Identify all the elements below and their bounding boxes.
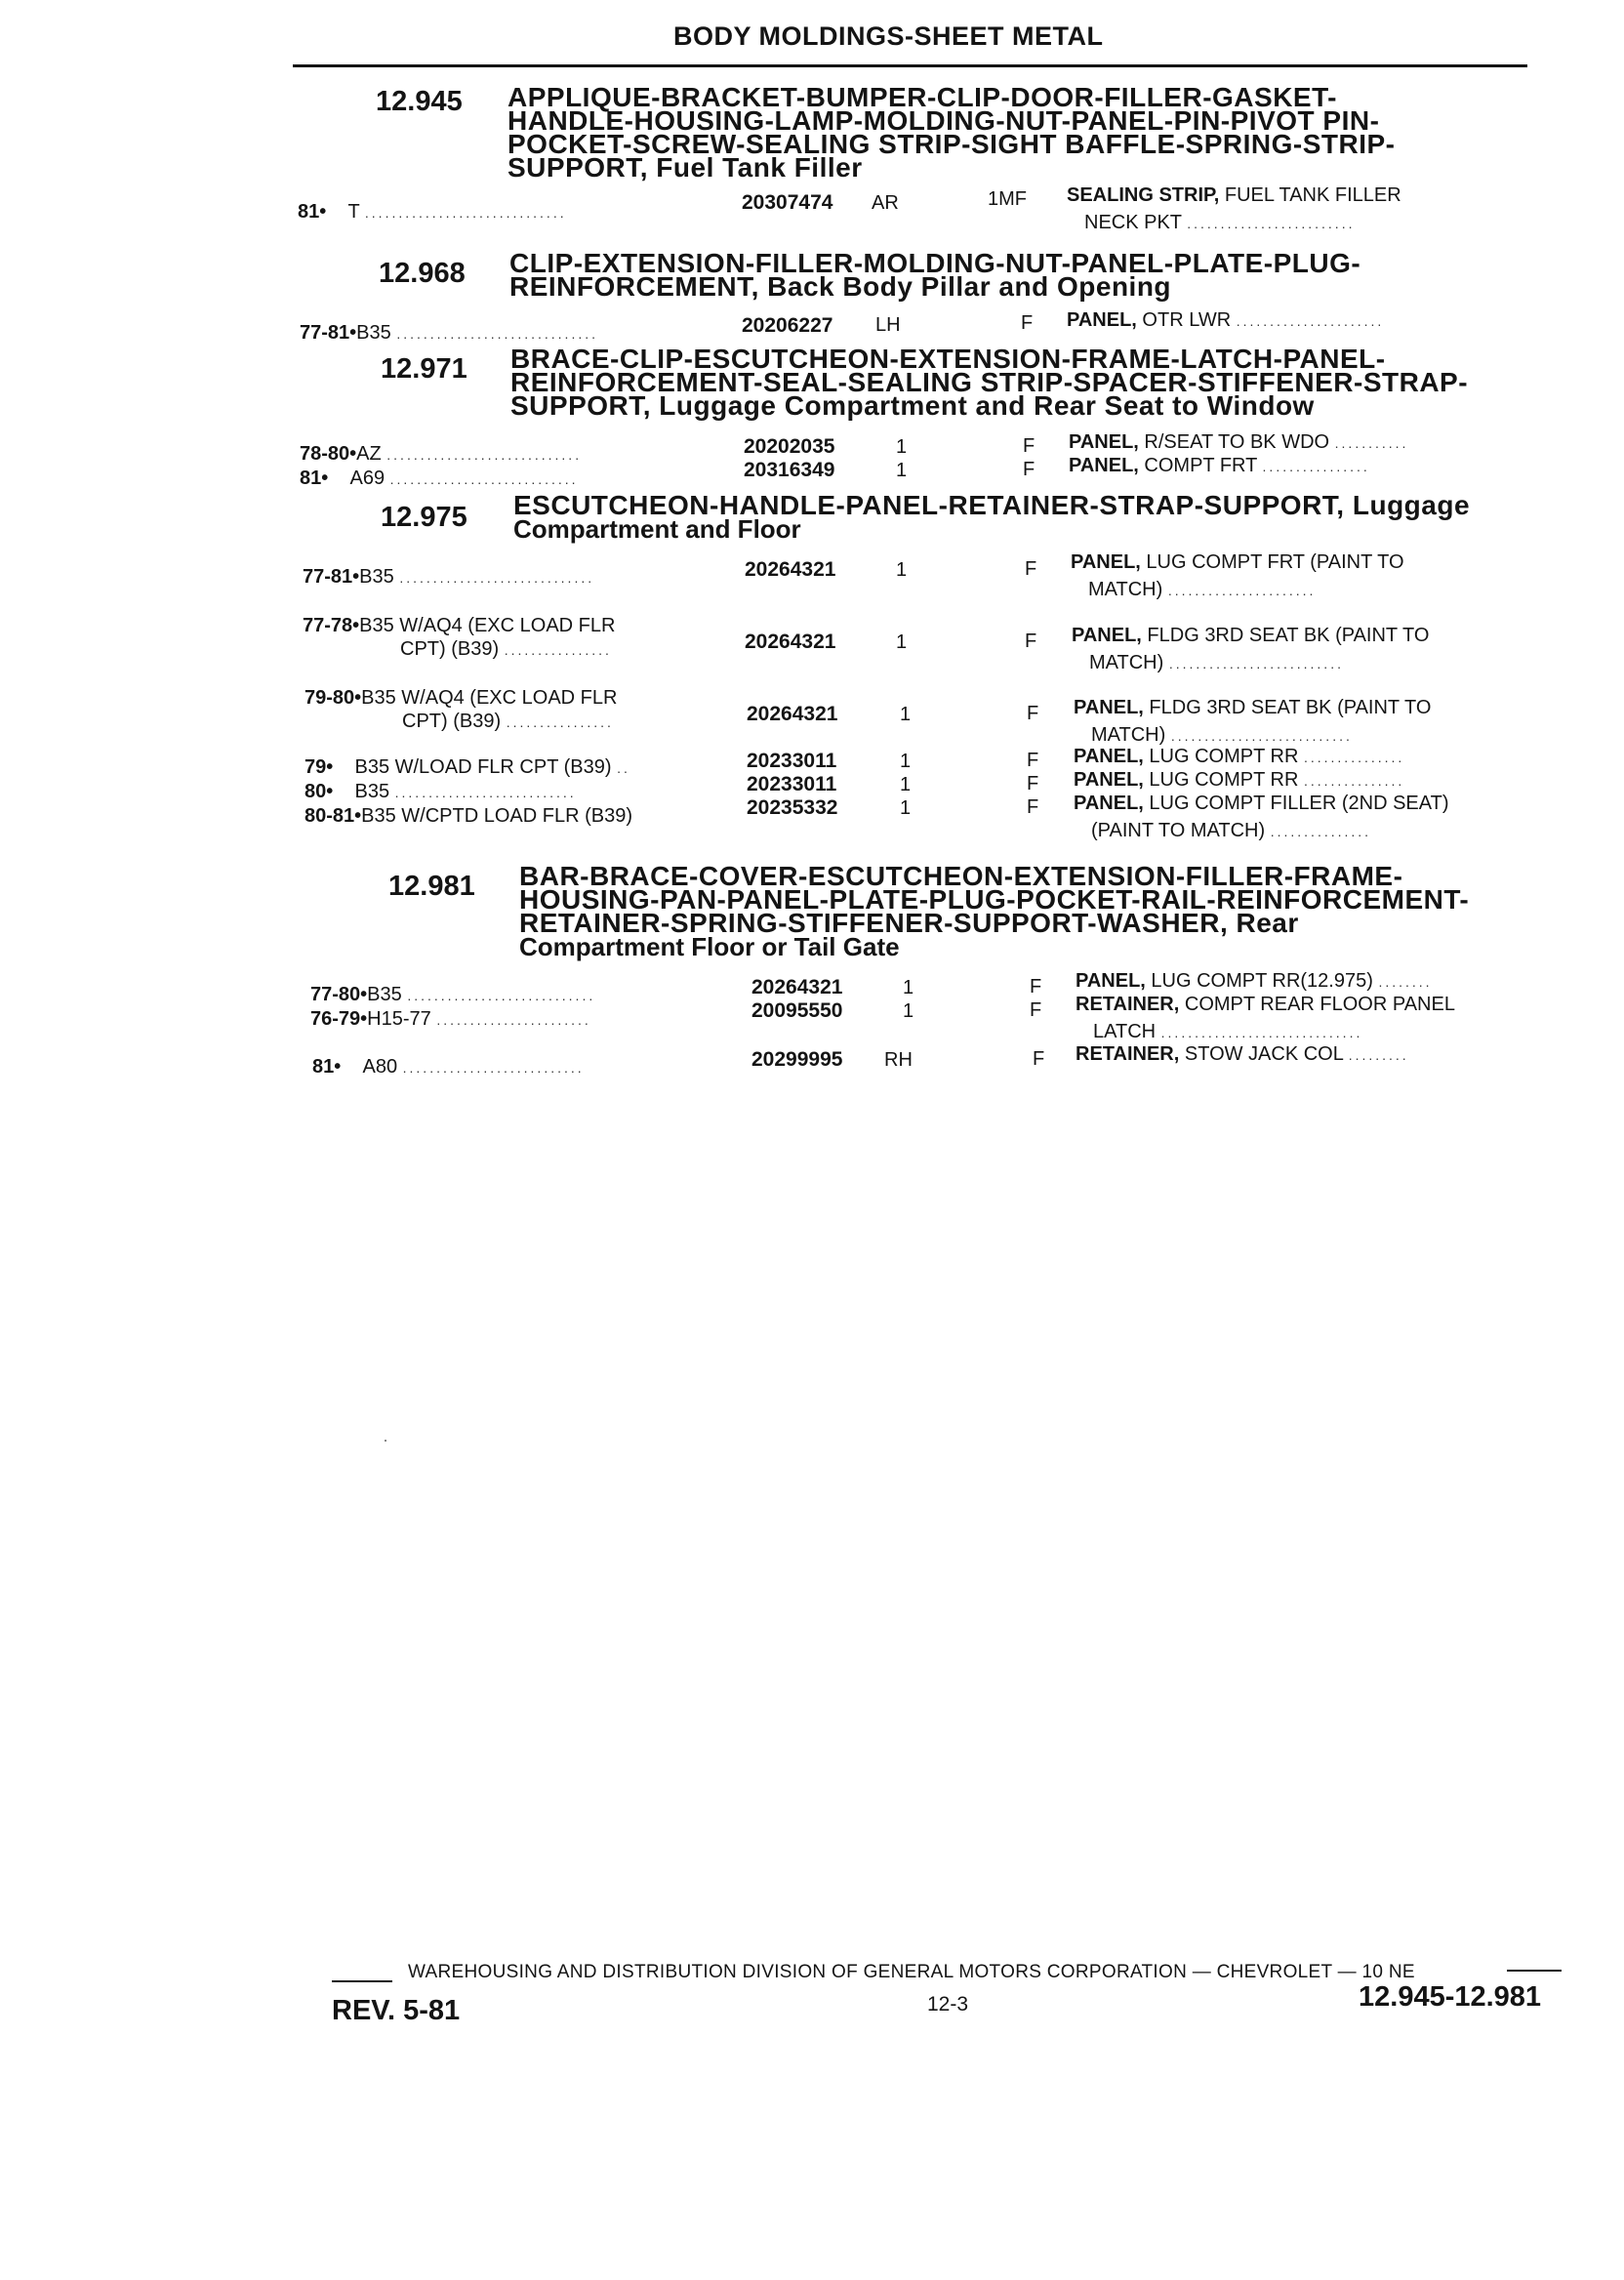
- footer-rule-left: [332, 1980, 392, 1982]
- source-code: F: [1023, 435, 1035, 457]
- group-title-line: RETAINER-SPRING-STIFFENER-SUPPORT-WASHER, Rear: [519, 908, 1299, 938]
- leader-dots: .........: [1348, 1047, 1409, 1063]
- model-year: 76-79•: [310, 1008, 368, 1030]
- part-detail-continued: [1074, 817, 1449, 845]
- quantity: 1: [900, 797, 912, 819]
- part-name: PANEL,: [1074, 746, 1144, 767]
- part-detail-continued-text: MATCH): [1088, 579, 1163, 600]
- group-title-line: SUPPORT, Luggage Compartment and Rear Seat to Window: [510, 390, 1315, 421]
- leader-dots: ...........................: [394, 785, 577, 800]
- leader-dots: ..............................: [396, 326, 599, 342]
- part-detail: LUG COMPT FRT (PAINT TO: [1140, 551, 1404, 573]
- leader-dots: ......................: [1167, 583, 1317, 598]
- model-code: AZ: [356, 443, 382, 465]
- part-detail: LUG COMPT FILLER (2ND SEAT): [1143, 793, 1449, 814]
- model-code: B35 W/AQ4 (EXC LOAD FLR: [361, 687, 618, 709]
- title-rule: [293, 64, 1527, 67]
- model-year: 81•: [298, 201, 327, 223]
- group-title-line: HOUSING-PAN-PANEL-PLATE-PLUG-POCKET-RAIL-REINFORCEMENT-: [519, 884, 1470, 915]
- source-code: F: [1025, 558, 1037, 580]
- model-year: 79•: [304, 756, 334, 778]
- part-detail: COMPT FRT: [1138, 455, 1257, 476]
- quantity: 1: [900, 774, 912, 795]
- part-number: 20235332: [747, 796, 838, 819]
- source-code: F: [1027, 703, 1039, 724]
- part-detail: OTR LWR: [1136, 309, 1232, 331]
- source-code: 1MF: [988, 188, 1027, 210]
- group-range: 12.945-12.981: [1359, 1981, 1542, 2013]
- source-code: F: [1027, 796, 1039, 818]
- group-title: [510, 344, 1469, 421]
- leader-dots: ..: [617, 760, 630, 776]
- part-name: PANEL,: [1071, 551, 1141, 573]
- model-year: 80•: [304, 781, 334, 802]
- quantity: 1: [900, 751, 912, 772]
- part-detail-continued: [1067, 209, 1401, 237]
- leader-dots: ...............: [1303, 773, 1405, 789]
- model-year: 77-78•: [303, 615, 360, 636]
- part-description: [1076, 1040, 1409, 1069]
- model-code-continued: CPT) (B39): [402, 711, 502, 732]
- part-name: PANEL,: [1067, 309, 1137, 331]
- part-detail-continued-text: LATCH: [1093, 1021, 1157, 1042]
- part-description: [1072, 622, 1429, 677]
- part-detail: FLDG 3RD SEAT BK (PAINT TO: [1143, 697, 1432, 718]
- part-name: PANEL,: [1072, 625, 1142, 646]
- leader-dots: ........: [1378, 974, 1433, 990]
- part-description: [1069, 452, 1370, 480]
- part-description: [1074, 790, 1449, 845]
- quantity: 1: [896, 436, 908, 458]
- part-name: PANEL,: [1074, 769, 1144, 791]
- model-code: B35 W/AQ4 (EXC LOAD FLR: [359, 615, 616, 636]
- leader-dots: ................: [506, 714, 614, 730]
- part-number: 20264321: [747, 703, 838, 725]
- source-code: F: [1023, 459, 1035, 480]
- group-title-line: SUPPORT, Fuel Tank Filler: [508, 152, 863, 183]
- leader-dots: .......................: [436, 1012, 591, 1028]
- leader-dots: .........................: [1187, 216, 1356, 231]
- group-title-line: BRACE-CLIP-ESCUTCHEON-EXTENSION-FRAME-LATCH-PANEL-: [510, 344, 1386, 374]
- part-detail: STOW JACK COL: [1179, 1043, 1344, 1065]
- leader-dots: ...........: [1334, 435, 1409, 451]
- group-number: 12.945: [376, 86, 463, 117]
- leader-dots: ..............................: [1160, 1025, 1363, 1040]
- part-detail-continued-text: MATCH): [1091, 724, 1166, 746]
- leader-dots: .............................: [399, 570, 595, 586]
- quantity: RH: [884, 1049, 913, 1071]
- model-year: 81•: [312, 1056, 342, 1078]
- group-title: [509, 248, 1361, 302]
- quantity: 1: [903, 1000, 914, 1022]
- group-title: [519, 861, 1470, 961]
- source-code: F: [1030, 999, 1042, 1021]
- part-number: 20299995: [751, 1048, 843, 1071]
- leader-dots: .............................: [386, 447, 583, 463]
- group-title-line: REINFORCEMENT, Back Body Pillar and Opening: [509, 271, 1172, 302]
- part-detail: LUG COMPT RR(12.975): [1145, 970, 1373, 992]
- quantity: 1: [900, 704, 912, 725]
- part-name: RETAINER,: [1076, 994, 1180, 1015]
- group-number: 12.968: [379, 258, 466, 289]
- model-code: B35: [356, 322, 391, 344]
- part-number: 20233011: [747, 750, 837, 772]
- model-code: T: [347, 201, 360, 223]
- leader-dots: ...........................: [402, 1060, 585, 1076]
- leader-dots: ...............: [1303, 750, 1405, 765]
- part-detail: R/SEAT TO BK WDO: [1138, 431, 1330, 453]
- part-detail: FLDG 3RD SEAT BK (PAINT TO: [1141, 625, 1430, 646]
- model-code: B35 W/CPTD LOAD FLR (B39): [361, 805, 632, 827]
- part-description: [1071, 549, 1404, 604]
- leader-dots: ..........................: [1168, 656, 1344, 672]
- part-detail: FUEL TANK FILLER: [1219, 184, 1401, 206]
- leader-dots: ................: [1262, 459, 1370, 474]
- model-code: A80: [362, 1056, 398, 1078]
- part-detail-continued-text: (PAINT TO MATCH): [1091, 820, 1266, 841]
- part-number: 20264321: [745, 558, 836, 581]
- source-code: F: [1033, 1048, 1045, 1070]
- group-number: 12.981: [388, 871, 475, 902]
- quantity: 1: [896, 559, 908, 581]
- quantity: LH: [875, 314, 901, 336]
- part-number: 20307474: [742, 191, 833, 214]
- source-code: F: [1027, 773, 1039, 794]
- part-name: PANEL,: [1069, 431, 1139, 453]
- leader-dots: ...........................: [1170, 728, 1353, 744]
- leader-dots: ..............................: [364, 205, 567, 221]
- model-year: 78-80•: [300, 443, 357, 465]
- footer-division-text: WAREHOUSING AND DISTRIBUTION DIVISION OF GENERAL MOTORS CORPORATION — CHEVROLET — 10 NE: [408, 1962, 1415, 1982]
- model-code: B35: [359, 566, 394, 588]
- part-name: RETAINER,: [1076, 1043, 1180, 1065]
- part-detail-continued-text: NECK PKT: [1084, 212, 1182, 233]
- quantity: AR: [872, 192, 899, 214]
- group-title-line: BAR-BRACE-COVER-ESCUTCHEON-EXTENSION-FILLER-FRAME-: [519, 861, 1403, 891]
- part-number: 20233011: [747, 773, 837, 795]
- model-year: 80-81•: [304, 805, 362, 827]
- part-detail: LUG COMPT RR: [1143, 746, 1299, 767]
- group-number: 12.971: [381, 353, 467, 385]
- leader-dots: ............................: [407, 988, 596, 1003]
- part-description: [1076, 991, 1455, 1046]
- leader-dots: ......................: [1236, 313, 1385, 329]
- group-title-line: REINFORCEMENT-SEAL-SEALING STRIP-SPACER-STIFFENER-STRAP-: [510, 367, 1469, 397]
- model-code: H15-77: [367, 1008, 431, 1030]
- model-year: 79-80•: [304, 687, 362, 709]
- group-title-line: ESCUTCHEON-HANDLE-PANEL-RETAINER-STRAP-SUPPORT, Luggage: [513, 490, 1471, 520]
- group-title-line: Compartment and Floor: [513, 514, 801, 544]
- part-name: PANEL,: [1074, 793, 1144, 814]
- part-detail-continued: [1071, 576, 1404, 604]
- group-title-line: Compartment Floor or Tail Gate: [519, 932, 900, 961]
- part-number: 20264321: [751, 976, 843, 998]
- part-number: 20202035: [744, 435, 835, 458]
- source-code: F: [1030, 976, 1042, 998]
- part-name: PANEL,: [1076, 970, 1146, 992]
- group-title-line: HANDLE-HOUSING-LAMP-MOLDING-NUT-PANEL-PIN-PIVOT PIN-: [508, 105, 1380, 136]
- group-title-line: POCKET-SCREW-SEALING STRIP-SIGHT BAFFLE-SPRING-STRIP-: [508, 129, 1396, 159]
- model-year: 77-81•: [303, 566, 360, 588]
- leader-dots: ...............: [1270, 824, 1372, 839]
- quantity: 1: [896, 460, 908, 481]
- part-number: 20206227: [742, 314, 833, 337]
- part-number: 20316349: [744, 459, 835, 481]
- page-title: BODY MOLDINGS-SHEET METAL: [673, 21, 1104, 51]
- leader-dots: ................: [504, 642, 612, 658]
- model-code: B35: [354, 781, 390, 802]
- part-name: PANEL,: [1069, 455, 1139, 476]
- part-name: SEALING STRIP,: [1067, 184, 1220, 206]
- group-title-line: CLIP-EXTENSION-FILLER-MOLDING-NUT-PANEL-PLATE-PLUG-: [509, 248, 1361, 278]
- group-number: 12.975: [381, 502, 467, 533]
- part-detail-continued-text: MATCH): [1089, 652, 1164, 673]
- part-description: [1067, 306, 1384, 335]
- model-code: A69: [349, 468, 386, 489]
- model-code: B35: [367, 984, 402, 1005]
- part-detail: LUG COMPT RR: [1143, 769, 1299, 791]
- model-code: B35 W/LOAD FLR CPT (B39): [354, 756, 612, 778]
- group-title-line: APPLIQUE-BRACKET-BUMPER-CLIP-DOOR-FILLER-GASKET-: [508, 82, 1337, 112]
- part-name: PANEL,: [1074, 697, 1144, 718]
- part-detail: COMPT REAR FLOOR PANEL: [1179, 994, 1455, 1015]
- model-year: 81•: [300, 468, 329, 489]
- quantity: 1: [903, 977, 914, 998]
- source-code: F: [1025, 631, 1037, 652]
- leader-dots: ............................: [389, 471, 579, 487]
- part-description: [1074, 694, 1431, 750]
- source-code: F: [1021, 312, 1034, 334]
- group-title: [508, 82, 1396, 183]
- model-code-continued: CPT) (B39): [400, 638, 500, 660]
- scan-speck: [385, 1440, 386, 1442]
- group-title: [513, 490, 1471, 544]
- model-year: 77-81•: [300, 322, 357, 344]
- part-description: [1067, 182, 1401, 237]
- footer-rule-right: [1507, 1970, 1562, 1972]
- part-detail-continued: [1072, 649, 1429, 677]
- revision-label: REV. 5-81: [332, 1995, 461, 2026]
- part-number: 20264321: [745, 631, 836, 653]
- part-number: 20095550: [751, 999, 843, 1022]
- quantity: 1: [896, 631, 908, 653]
- source-code: F: [1027, 750, 1039, 771]
- page-number: 12-3: [927, 1993, 969, 2015]
- model-year: 77-80•: [310, 984, 368, 1005]
